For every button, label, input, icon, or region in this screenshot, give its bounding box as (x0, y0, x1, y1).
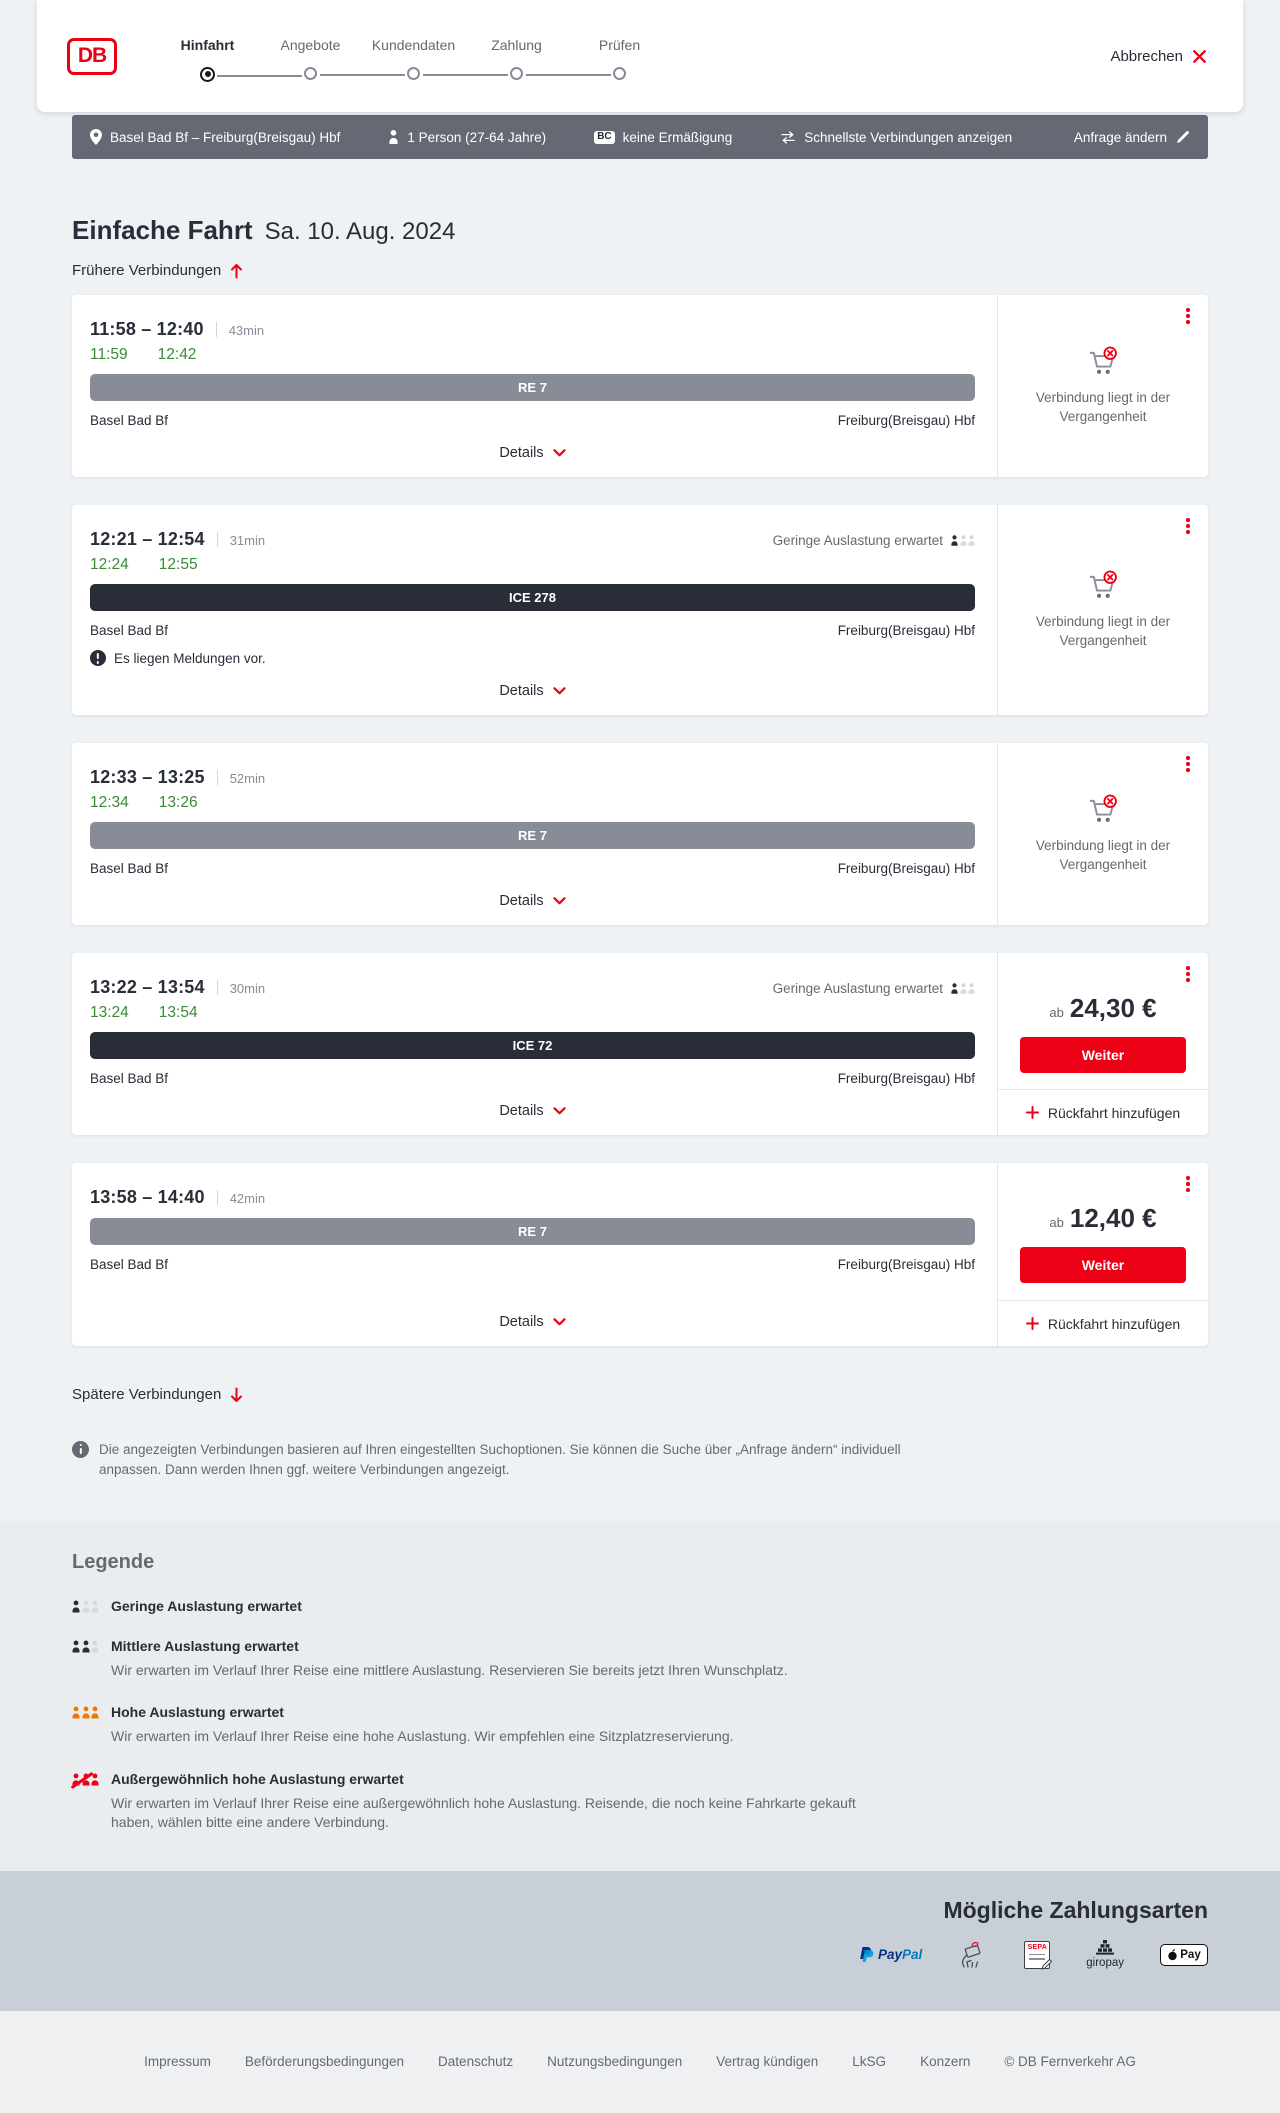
departure-station: Basel Bad Bf (90, 1071, 169, 1086)
sepa-icon: SEPA (1024, 1941, 1050, 1969)
sort-summary (780, 130, 1012, 145)
footer-link-nutzungsbedingungen[interactable]: Nutzungsbedingungen (547, 2054, 683, 2070)
footer-link-impressum[interactable]: Impressum (144, 2054, 211, 2070)
sort-text: Schnellste Verbindungen anzeigen (804, 129, 1013, 145)
payment-heading: Mögliche Zahlungsarten (943, 1896, 1208, 1923)
details-label: Details (499, 445, 544, 461)
trip-date: Sa. 10. Aug. 2024 (264, 218, 456, 245)
connection-duration: 52min (229, 771, 266, 786)
realtime-departure: 12:34 (90, 794, 129, 811)
price-value: 12,40 € (1069, 1203, 1157, 1233)
giropay-icon: giropay (1086, 1940, 1124, 1969)
step-dot-icon (407, 67, 420, 80)
top-header (37, 0, 1243, 112)
passenger-summary (388, 130, 546, 145)
divider (217, 1190, 218, 1205)
step-label: Zahlung (491, 36, 542, 53)
step-label: Prüfen (598, 36, 641, 53)
swap-arrows-icon (780, 131, 796, 144)
person-icon (388, 130, 399, 144)
legend-item-medium (72, 1638, 1208, 1681)
step-label: Kundendaten (371, 36, 456, 53)
connection-notice (90, 650, 975, 666)
arrow-up-icon (230, 263, 243, 279)
footer-link-lksg[interactable]: LkSG (852, 2054, 887, 2070)
legend-item-low (72, 1598, 1208, 1614)
price-value: 24,30 € (1069, 993, 1157, 1023)
more-options-button[interactable] (1179, 514, 1197, 538)
connection-duration: 42min (229, 1191, 266, 1206)
later-connections-link[interactable] (72, 1386, 243, 1403)
arrow-down-icon (230, 1387, 243, 1403)
route-text: Basel Bad Bf – Freiburg(Breisgau) Hbf (110, 129, 341, 145)
later-connections-label: Spätere Verbindungen (72, 1386, 222, 1403)
passenger-text: 1 Person (27-64 Jahre) (407, 129, 547, 145)
legend-description: Wir erwarten im Verlauf Ihrer Reise eine außergewöhnlich hohe Auslastung. Reisende, die noch keine Fahrkarte gekauft haben, wählen bitte eine andere Verbindung. (111, 1794, 856, 1831)
paypal-icon: PayPal (858, 1946, 922, 1963)
footer-copyright: © DB Fernverkehr AG (1004, 2054, 1136, 2070)
connection-card (72, 953, 1208, 1135)
train-band: RE 7 (90, 374, 975, 401)
connection-main (72, 1163, 997, 1346)
chevron-down-icon (553, 1318, 566, 1326)
cancel-label: Abbrechen (1110, 47, 1183, 65)
details-toggle[interactable] (90, 445, 975, 465)
legend-description: Wir erwarten im Verlauf Ihrer Reise eine hohe Auslastung. Wir empfehlen eine Sitzplatzreservierung. (111, 1728, 734, 1745)
payment-methods (72, 1940, 1208, 1970)
footer-link-befoerderungsbedingungen[interactable]: Beförderungsbedingungen (244, 2054, 405, 2070)
connection-times: 12:33 – 13:25 (90, 767, 205, 787)
top-header-wrap (0, 0, 1280, 112)
step-dot-icon (510, 67, 523, 80)
connection-side-panel (997, 295, 1208, 477)
more-options-button[interactable] (1179, 304, 1197, 328)
occupancy-label: Geringe Auslastung erwartet (772, 981, 943, 996)
close-icon (1192, 49, 1207, 64)
cart-crossed-icon (1086, 569, 1120, 603)
results-section (0, 115, 1280, 1521)
add-return-label: Rückfahrt hinzufügen (1047, 1104, 1181, 1121)
legend-heading: Legende (72, 1550, 155, 1573)
legend-label: Hohe Auslastung erwartet (111, 1704, 284, 1721)
creditcard-hand-icon (958, 1940, 988, 1970)
connection-times: 13:22 – 13:54 (90, 977, 205, 997)
step-dot-icon (304, 67, 317, 80)
footer (0, 2011, 1280, 2113)
departure-station: Basel Bad Bf (90, 1257, 169, 1272)
route-summary (90, 129, 340, 145)
step-label: Hinfahrt (180, 36, 235, 53)
legend-description: Wir erwarten im Verlauf Ihrer Reise eine mittlere Auslastung. Reservieren Sie bereits jetzt Ihren Wunschplatz. (111, 1661, 788, 1678)
discount-text: keine Ermäßigung (622, 129, 733, 145)
connection-side-panel (997, 953, 1208, 1135)
connection-times: 13:58 – 14:40 (90, 1187, 205, 1207)
realtime-times (90, 346, 975, 364)
details-toggle[interactable] (90, 683, 975, 703)
connection-side-panel (997, 743, 1208, 925)
realtime-arrival: 12:42 (157, 346, 197, 363)
arrival-station: Freiburg(Breisgau) Hbf (837, 1257, 975, 1272)
cart-crossed-icon (1086, 345, 1120, 379)
connection-main (72, 295, 997, 477)
train-band: ICE 278 (90, 584, 975, 611)
divider (217, 770, 218, 785)
departure-station: Basel Bad Bf (90, 861, 169, 876)
connection-card (72, 295, 1208, 477)
details-label: Details (499, 893, 544, 909)
footer-link-konzern[interactable]: Konzern (920, 2054, 971, 2070)
add-return-button[interactable] (998, 1089, 1208, 1135)
connection-side-panel (997, 1163, 1208, 1346)
edit-request-button[interactable] (1074, 130, 1190, 145)
checkout-stepper (156, 37, 671, 82)
chevron-down-icon (553, 897, 566, 905)
occupancy-label: Geringe Auslastung erwartet (772, 533, 943, 548)
legend-item-high (72, 1704, 1208, 1747)
realtime-arrival: 13:26 (158, 794, 198, 811)
footer-link-datenschutz[interactable]: Datenschutz (438, 2054, 514, 2070)
connection-duration: 43min (228, 323, 265, 338)
chevron-down-icon (553, 1107, 566, 1115)
step-hinfahrt[interactable] (156, 37, 259, 82)
location-pin-icon (90, 129, 102, 145)
bahncard-badge: BC (594, 131, 614, 144)
connection-times: 11:58 – 12:40 (90, 319, 204, 339)
occupancy-exceptional-icon (72, 1773, 99, 1786)
cancel-button[interactable] (1110, 48, 1207, 65)
arrival-station: Freiburg(Breisgau) Hbf (837, 861, 975, 876)
db-logo[interactable]: DB (67, 38, 117, 75)
realtime-times (90, 556, 975, 574)
alert-icon (90, 650, 106, 666)
price-prefix: ab (1049, 1215, 1064, 1230)
connection-main (72, 505, 997, 715)
legend-label: Mittlere Auslastung erwartet (111, 1637, 299, 1654)
occupancy-high-icon (72, 1706, 99, 1719)
legend-section (0, 1521, 1280, 1871)
past-connection-text: Verbindung liegt in der Vergangenheit (1035, 838, 1171, 872)
earlier-connections-label: Frühere Verbindungen (72, 262, 222, 279)
applepay-icon: Pay (1160, 1944, 1208, 1966)
footer-link-vertrag-kuendigen[interactable]: Vertrag kündigen (716, 2054, 819, 2070)
realtime-departure: 11:59 (90, 346, 128, 363)
arrival-station: Freiburg(Breisgau) Hbf (837, 1071, 975, 1086)
info-text: Die angezeigten Verbindungen basieren auf Ihren eingestellten Suchoptionen. Sie können die Suche über „Anfrage ändern“ individuell anpassen. Dann werden Ihnen ggf. weitere Verbindungen angezeigt. (99, 1442, 901, 1478)
legend-label: Geringe Auslastung erwartet (111, 1597, 302, 1614)
notice-text: Es liegen Meldungen vor. (114, 650, 266, 666)
departure-station: Basel Bad Bf (90, 413, 169, 428)
search-summary-bar (72, 115, 1208, 159)
continue-button[interactable]: Weiter (1020, 1037, 1186, 1073)
more-options-button[interactable] (1179, 962, 1197, 986)
realtime-times (90, 1004, 975, 1022)
cart-crossed-icon (1086, 793, 1120, 827)
chevron-down-icon (553, 449, 566, 457)
realtime-arrival: 12:55 (158, 556, 198, 573)
chevron-down-icon (553, 687, 566, 695)
connection-card (72, 505, 1208, 715)
arrival-station: Freiburg(Breisgau) Hbf (837, 623, 975, 638)
realtime-departure: 12:24 (90, 556, 129, 573)
price-prefix: ab (1049, 1005, 1064, 1020)
divider (216, 322, 217, 337)
add-return-button[interactable] (998, 1300, 1208, 1346)
connection-side-panel (997, 505, 1208, 715)
occupancy-low-icon (951, 983, 975, 994)
legend-label: Außergewöhnlich hohe Auslastung erwartet (111, 1770, 404, 1787)
details-toggle[interactable] (90, 893, 975, 913)
pencil-icon (1176, 130, 1190, 144)
step-dot-icon (613, 67, 626, 80)
connection-main (72, 743, 997, 925)
edit-request-label: Anfrage ändern (1073, 129, 1167, 145)
trip-type-title: Einfache Fahrt (72, 215, 253, 245)
divider (217, 980, 218, 995)
realtime-times (90, 794, 975, 812)
train-band: ICE 72 (90, 1032, 975, 1059)
earlier-connections-link[interactable] (72, 262, 243, 279)
details-toggle[interactable] (90, 1103, 975, 1123)
more-options-button[interactable] (1179, 752, 1197, 776)
discount-summary (594, 130, 732, 145)
plus-icon (1026, 1317, 1039, 1330)
step-dot-active-icon (200, 67, 215, 82)
departure-station: Basel Bad Bf (90, 623, 169, 638)
past-connection-text: Verbindung liegt in der Vergangenheit (1035, 614, 1171, 648)
legend-item-exceptional (72, 1771, 1208, 1833)
connection-card (72, 743, 1208, 925)
occupancy-indicator (773, 981, 975, 996)
divider (217, 532, 218, 547)
connection-duration: 31min (229, 533, 266, 548)
train-band: RE 7 (90, 822, 975, 849)
continue-button[interactable]: Weiter (1020, 1247, 1186, 1283)
paypal-monogram-icon (858, 1946, 874, 1963)
add-return-label: Rückfahrt hinzufügen (1047, 1315, 1181, 1332)
details-label: Details (499, 683, 544, 699)
realtime-departure: 13:24 (90, 1004, 129, 1021)
details-label: Details (499, 1103, 544, 1119)
connection-card (72, 1163, 1208, 1346)
more-options-button[interactable] (1179, 1172, 1197, 1196)
plus-icon (1026, 1106, 1039, 1119)
arrival-station: Freiburg(Breisgau) Hbf (837, 413, 975, 428)
page-title (72, 215, 1208, 246)
payment-section (0, 1871, 1280, 2011)
connection-times: 12:21 – 12:54 (90, 529, 205, 549)
info-icon (72, 1441, 89, 1458)
past-connection-text: Verbindung liegt in der Vergangenheit (1035, 390, 1171, 424)
occupancy-indicator (773, 533, 975, 548)
connection-main (72, 953, 997, 1135)
train-band: RE 7 (90, 1218, 975, 1245)
occupancy-low-icon (951, 535, 975, 546)
occupancy-low-icon (72, 1600, 99, 1613)
details-toggle[interactable] (90, 1314, 975, 1334)
details-label: Details (499, 1314, 544, 1330)
occupancy-medium-icon (72, 1640, 99, 1653)
connection-duration: 30min (229, 981, 266, 996)
search-options-note (72, 1440, 902, 1481)
step-label: Angebote (280, 36, 341, 53)
realtime-arrival: 13:54 (158, 1004, 198, 1021)
